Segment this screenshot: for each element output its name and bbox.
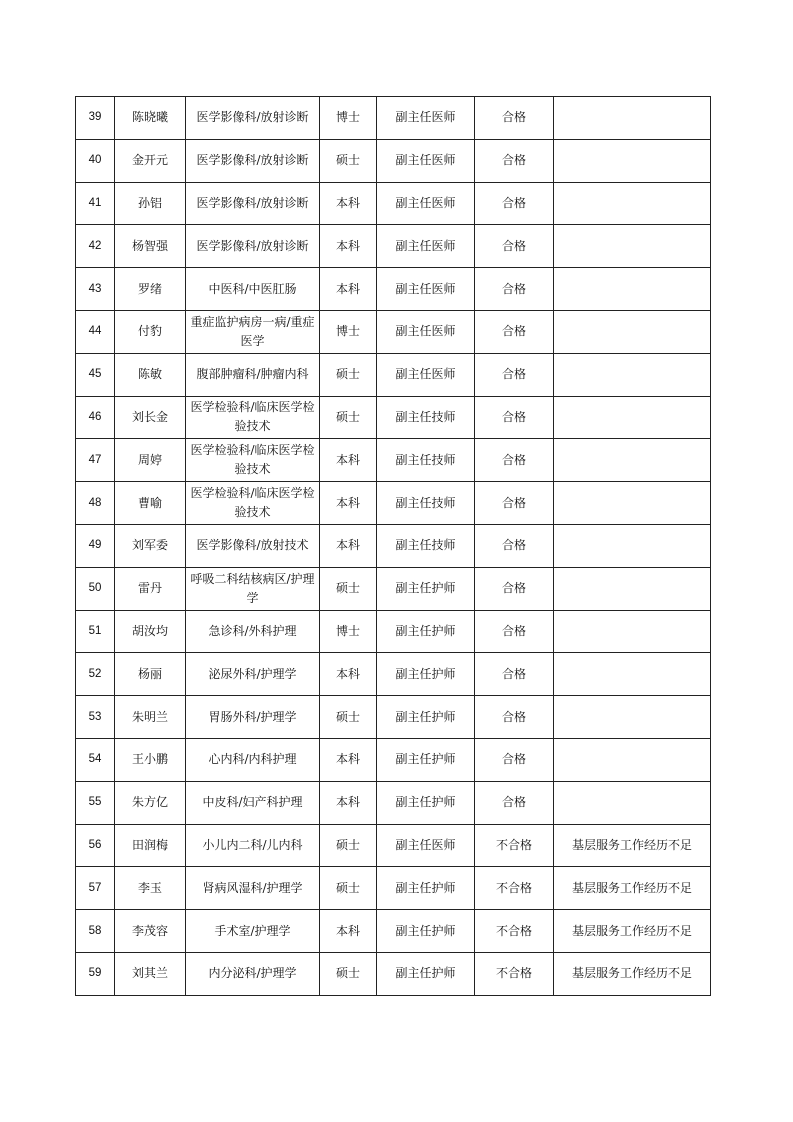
cell-name: 杨丽	[115, 653, 186, 696]
cell-professional-title: 副主任护师	[377, 610, 475, 653]
cell-result: 不合格	[475, 867, 554, 910]
cell-result: 合格	[475, 439, 554, 482]
cell-note	[554, 482, 711, 525]
cell-name: 陈敏	[115, 353, 186, 396]
cell-department: 泌尿外科/护理学	[186, 653, 320, 696]
cell-degree: 博士	[320, 610, 377, 653]
cell-name: 田润梅	[115, 824, 186, 867]
table-row	[76, 482, 711, 525]
cell-degree: 硕士	[320, 867, 377, 910]
table-row	[76, 182, 711, 225]
cell-name: 朱明兰	[115, 696, 186, 739]
cell-note	[554, 524, 711, 567]
table-body	[76, 97, 711, 996]
table-row	[76, 738, 711, 781]
cell-note: 基层服务工作经历不足	[554, 867, 711, 910]
cell-degree: 本科	[320, 482, 377, 525]
cell-name: 朱方亿	[115, 781, 186, 824]
cell-note	[554, 653, 711, 696]
cell-number: 53	[76, 696, 115, 739]
table-row	[76, 524, 711, 567]
cell-professional-title: 副主任医师	[377, 268, 475, 311]
cell-number: 51	[76, 610, 115, 653]
cell-name: 陈晓曦	[115, 97, 186, 140]
cell-note	[554, 738, 711, 781]
cell-department: 肾病风湿科/护理学	[186, 867, 320, 910]
cell-result: 合格	[475, 268, 554, 311]
table-row	[76, 310, 711, 353]
table-row	[76, 353, 711, 396]
table-row	[76, 567, 711, 610]
cell-professional-title: 副主任护师	[377, 567, 475, 610]
cell-degree: 本科	[320, 653, 377, 696]
cell-result: 合格	[475, 396, 554, 439]
table-row	[76, 225, 711, 268]
cell-number: 42	[76, 225, 115, 268]
cell-department: 胃肠外科/护理学	[186, 696, 320, 739]
cell-number: 45	[76, 353, 115, 396]
cell-name: 曹喻	[115, 482, 186, 525]
cell-result: 合格	[475, 482, 554, 525]
cell-number: 54	[76, 738, 115, 781]
cell-department: 医学影像科/放射诊断	[186, 182, 320, 225]
cell-name: 罗绪	[115, 268, 186, 311]
table-row	[76, 97, 711, 140]
table-row	[76, 396, 711, 439]
cell-number: 48	[76, 482, 115, 525]
cell-department: 内分泌科/护理学	[186, 952, 320, 995]
cell-result: 不合格	[475, 910, 554, 953]
cell-result: 合格	[475, 310, 554, 353]
cell-number: 47	[76, 439, 115, 482]
cell-number: 50	[76, 567, 115, 610]
cell-note	[554, 268, 711, 311]
cell-result: 不合格	[475, 952, 554, 995]
cell-note	[554, 353, 711, 396]
table-row	[76, 139, 711, 182]
cell-number: 44	[76, 310, 115, 353]
cell-professional-title: 副主任护师	[377, 696, 475, 739]
cell-number: 55	[76, 781, 115, 824]
cell-note	[554, 610, 711, 653]
cell-professional-title: 副主任医师	[377, 182, 475, 225]
cell-professional-title: 副主任医师	[377, 225, 475, 268]
cell-degree: 本科	[320, 268, 377, 311]
cell-result: 合格	[475, 738, 554, 781]
cell-number: 58	[76, 910, 115, 953]
table-row	[76, 610, 711, 653]
cell-name: 付豹	[115, 310, 186, 353]
cell-professional-title: 副主任护师	[377, 653, 475, 696]
cell-number: 56	[76, 824, 115, 867]
cell-result: 合格	[475, 610, 554, 653]
cell-degree: 本科	[320, 439, 377, 482]
cell-degree: 硕士	[320, 353, 377, 396]
cell-department: 医学影像科/放射诊断	[186, 97, 320, 140]
cell-professional-title: 副主任护师	[377, 952, 475, 995]
cell-professional-title: 副主任技师	[377, 396, 475, 439]
cell-note: 基层服务工作经历不足	[554, 910, 711, 953]
cell-number: 46	[76, 396, 115, 439]
cell-result: 合格	[475, 225, 554, 268]
cell-degree: 博士	[320, 97, 377, 140]
cell-name: 李茂容	[115, 910, 186, 953]
cell-department: 重症监护病房一病/重症医学	[186, 310, 320, 353]
cell-department: 医学检验科/临床医学检验技术	[186, 396, 320, 439]
cell-note	[554, 696, 711, 739]
table-row	[76, 867, 711, 910]
cell-result: 合格	[475, 567, 554, 610]
cell-number: 49	[76, 524, 115, 567]
cell-result: 合格	[475, 781, 554, 824]
cell-note	[554, 396, 711, 439]
cell-result: 不合格	[475, 824, 554, 867]
cell-professional-title: 副主任医师	[377, 97, 475, 140]
cell-department: 急诊科/外科护理	[186, 610, 320, 653]
cell-department: 手术室/护理学	[186, 910, 320, 953]
cell-degree: 本科	[320, 738, 377, 781]
cell-professional-title: 副主任技师	[377, 482, 475, 525]
cell-result: 合格	[475, 182, 554, 225]
cell-department: 心内科/内科护理	[186, 738, 320, 781]
cell-name: 刘长金	[115, 396, 186, 439]
cell-department: 小儿内二科/儿内科	[186, 824, 320, 867]
cell-professional-title: 副主任护师	[377, 781, 475, 824]
cell-note	[554, 439, 711, 482]
cell-degree: 硕士	[320, 952, 377, 995]
cell-name: 孙铝	[115, 182, 186, 225]
cell-department: 中皮科/妇产科护理	[186, 781, 320, 824]
cell-professional-title: 副主任护师	[377, 738, 475, 781]
cell-department: 医学影像科/放射诊断	[186, 139, 320, 182]
cell-note	[554, 97, 711, 140]
cell-degree: 本科	[320, 781, 377, 824]
cell-name: 胡汝均	[115, 610, 186, 653]
results-table	[75, 96, 711, 996]
table-row	[76, 824, 711, 867]
cell-professional-title: 副主任医师	[377, 310, 475, 353]
cell-note	[554, 781, 711, 824]
cell-department: 医学影像科/放射技术	[186, 524, 320, 567]
table-row	[76, 696, 711, 739]
table-row	[76, 653, 711, 696]
table-row	[76, 439, 711, 482]
cell-name: 刘军委	[115, 524, 186, 567]
table-row	[76, 781, 711, 824]
cell-name: 王小鹏	[115, 738, 186, 781]
cell-degree: 博士	[320, 310, 377, 353]
cell-number: 43	[76, 268, 115, 311]
cell-degree: 硕士	[320, 696, 377, 739]
cell-professional-title: 副主任医师	[377, 353, 475, 396]
cell-number: 41	[76, 182, 115, 225]
cell-professional-title: 副主任护师	[377, 867, 475, 910]
cell-note	[554, 225, 711, 268]
cell-number: 39	[76, 97, 115, 140]
cell-professional-title: 副主任技师	[377, 439, 475, 482]
cell-professional-title: 副主任护师	[377, 910, 475, 953]
cell-note	[554, 139, 711, 182]
cell-degree: 硕士	[320, 139, 377, 182]
cell-note: 基层服务工作经历不足	[554, 952, 711, 995]
cell-number: 57	[76, 867, 115, 910]
table-row	[76, 910, 711, 953]
cell-result: 合格	[475, 653, 554, 696]
cell-result: 合格	[475, 696, 554, 739]
cell-note	[554, 310, 711, 353]
cell-department: 呼吸二科结核病区/护理学	[186, 567, 320, 610]
cell-degree: 本科	[320, 182, 377, 225]
cell-number: 59	[76, 952, 115, 995]
cell-department: 医学影像科/放射诊断	[186, 225, 320, 268]
cell-name: 杨智强	[115, 225, 186, 268]
cell-result: 合格	[475, 139, 554, 182]
cell-degree: 本科	[320, 524, 377, 567]
cell-number: 40	[76, 139, 115, 182]
cell-name: 刘其兰	[115, 952, 186, 995]
cell-note	[554, 182, 711, 225]
cell-result: 合格	[475, 524, 554, 567]
cell-degree: 硕士	[320, 396, 377, 439]
cell-department: 医学检验科/临床医学检验技术	[186, 439, 320, 482]
cell-degree: 硕士	[320, 567, 377, 610]
cell-professional-title: 副主任技师	[377, 524, 475, 567]
cell-name: 周婷	[115, 439, 186, 482]
cell-degree: 本科	[320, 910, 377, 953]
cell-name: 金开元	[115, 139, 186, 182]
cell-name: 雷丹	[115, 567, 186, 610]
cell-degree: 本科	[320, 225, 377, 268]
cell-department: 腹部肿瘤科/肿瘤内科	[186, 353, 320, 396]
cell-name: 李玉	[115, 867, 186, 910]
cell-note: 基层服务工作经历不足	[554, 824, 711, 867]
cell-result: 合格	[475, 353, 554, 396]
table-row	[76, 268, 711, 311]
table-row	[76, 952, 711, 995]
cell-department: 中医科/中医肛肠	[186, 268, 320, 311]
cell-note	[554, 567, 711, 610]
cell-degree: 硕士	[320, 824, 377, 867]
cell-department: 医学检验科/临床医学检验技术	[186, 482, 320, 525]
cell-professional-title: 副主任医师	[377, 139, 475, 182]
cell-professional-title: 副主任医师	[377, 824, 475, 867]
cell-result: 合格	[475, 97, 554, 140]
cell-number: 52	[76, 653, 115, 696]
